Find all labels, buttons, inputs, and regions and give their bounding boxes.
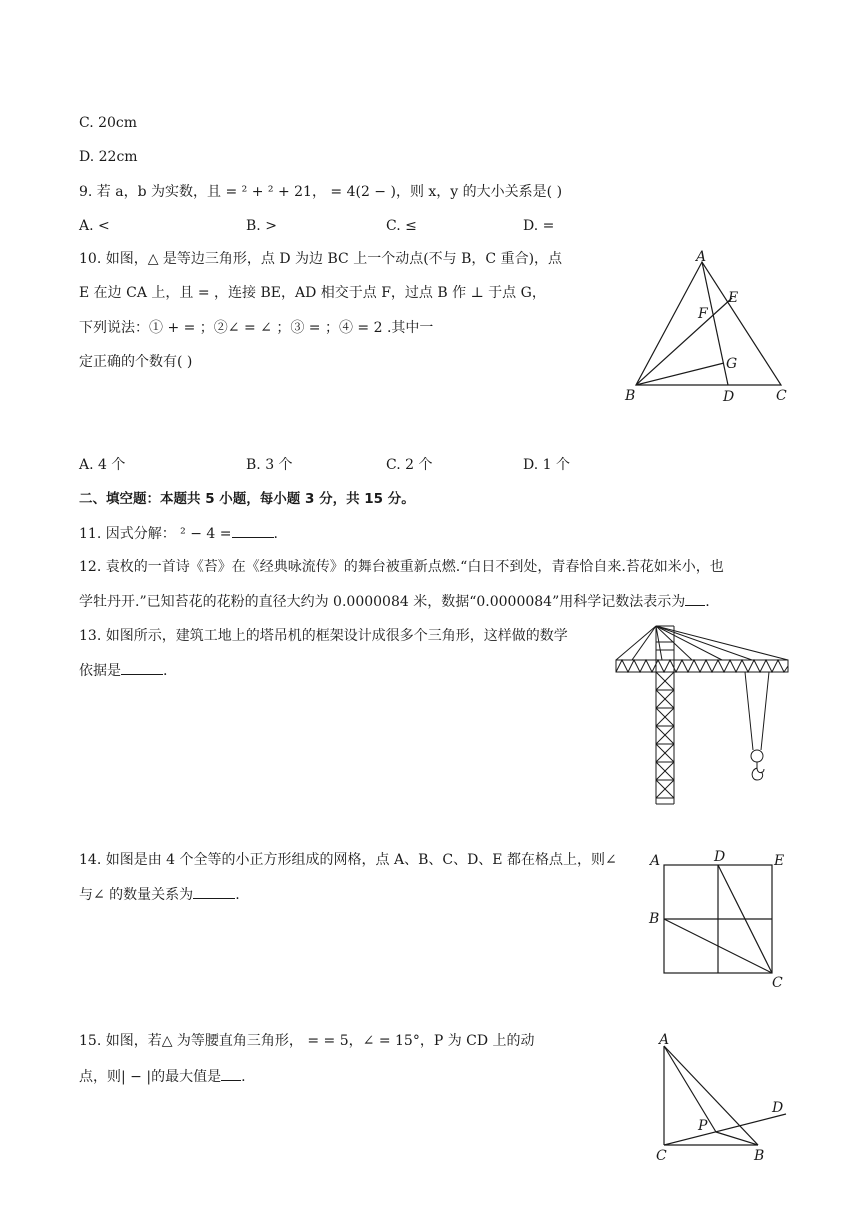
q11-answer-blank xyxy=(232,523,274,538)
q14-grid-figure xyxy=(644,845,794,990)
q10-figure xyxy=(620,248,795,408)
q10-label-d: D xyxy=(723,389,735,405)
q10-option-b: B. 3 个 xyxy=(246,457,293,473)
q10-label-c: C xyxy=(776,388,787,404)
q10-option-a: A. 4 个 xyxy=(79,457,126,473)
q13-tower-crane-figure xyxy=(612,622,798,808)
q10-line-2: E 在边 CA 上，且 = ，连接 BE，AD 相交于点 F，过点 B 作 ⊥ 于点 G， xyxy=(79,285,546,301)
q10-option-c: C. 2 个 xyxy=(386,457,433,473)
q9-option-d: D. = xyxy=(523,218,555,234)
q10-label-e: E xyxy=(728,290,739,306)
q14-text-2: 与∠ 的数量关系为 xyxy=(79,887,194,903)
q13-line-1: 13. 如图所示，建筑工地上的塔吊机的框架设计成很多个三角形，这样做的数学 xyxy=(79,628,568,644)
q10-line-3: 下列说法：① + = ；②∠ = ∠ ；③ = ；④ = 2 .其中一 xyxy=(79,320,434,336)
q12-answer-blank xyxy=(685,591,705,606)
q9-stem: 9. 若 a，b 为实数，且 = ² + ² + 21， = 4(2 − )，则 x，y 的大小关系是( ) xyxy=(79,184,563,200)
q9-option-b: B. > xyxy=(246,218,277,234)
q11-line xyxy=(79,523,278,544)
q10-label-g: G xyxy=(726,356,738,372)
q14-label-c: C xyxy=(772,975,783,990)
q9-option-c: C. ≤ xyxy=(386,218,417,234)
q15-label-p: P xyxy=(698,1118,708,1134)
q12-line-1: 12. 袁枚的一首诗《苔》在《经典咏流传》的舞台被重新点燃.“白日不到处，青春恰自来.苔花如米小，也 xyxy=(79,559,724,575)
q10-label-b: B xyxy=(625,388,636,404)
q13-answer-blank xyxy=(121,660,163,675)
q8-option-d: D. 22cm xyxy=(79,149,138,165)
q13-end: . xyxy=(163,663,168,679)
q14-line-1: 14. 如图是由 4 个全等的小正方形组成的网格，点 A、B、C、D、E 都在格点上，则∠ xyxy=(79,852,617,868)
q15-label-d: D xyxy=(772,1100,784,1116)
q8-option-c: C. 20cm xyxy=(79,115,138,131)
q15-end: . xyxy=(241,1069,246,1085)
q10-option-d: D. 1 个 xyxy=(523,457,570,473)
section-2-title: 二、填空题：本题共 5 小题，每小题 3 分，共 15 分。 xyxy=(79,491,415,507)
q11-end: . xyxy=(273,526,278,542)
q14-label-b: B xyxy=(649,911,660,927)
q15-answer-blank xyxy=(221,1066,241,1081)
q15-label-b: B xyxy=(754,1148,765,1164)
q12-end: . xyxy=(705,594,710,610)
q14-line-2 xyxy=(79,884,240,905)
q15-label-c: C xyxy=(656,1148,667,1164)
q14-label-e: E xyxy=(774,853,785,869)
q12-text-2: 学牡丹开.”已知苔花的花粉的直径大约为 0.0000084 米，数据“0.0000084”用科学记数法表示为 xyxy=(79,594,686,610)
q14-end: . xyxy=(235,887,240,903)
q9-option-a: A. < xyxy=(79,218,110,234)
q15-line-1: 15. 如图，若△ 为等腰直角三角形， = = 5，∠ = 15°，P 为 CD 上的动 xyxy=(79,1033,535,1049)
q15-label-a: A xyxy=(659,1032,670,1048)
q14-label-a: A xyxy=(650,853,661,869)
q10-line-4: 定正确的个数有( ) xyxy=(79,354,193,370)
q13-line-2 xyxy=(79,660,167,681)
q13-text-2: 依据是 xyxy=(79,663,121,679)
q10-label-a: A xyxy=(696,249,707,265)
q15-figure xyxy=(650,1030,795,1165)
q15-text-2: 点，则| − |的最大值是 xyxy=(79,1069,222,1085)
q15-line-2 xyxy=(79,1066,246,1087)
q11-text: 11. 因式分解： ² − 4 = xyxy=(79,526,232,542)
q10-label-f: F xyxy=(698,306,708,322)
q10-line-1: 10. 如图，△ 是等边三角形，点 D 为边 BC 上一个动点(不与 B，C 重合)，点 xyxy=(79,251,563,267)
q14-label-d: D xyxy=(714,849,726,865)
q12-line-2 xyxy=(79,591,710,612)
q14-answer-blank xyxy=(193,884,235,899)
